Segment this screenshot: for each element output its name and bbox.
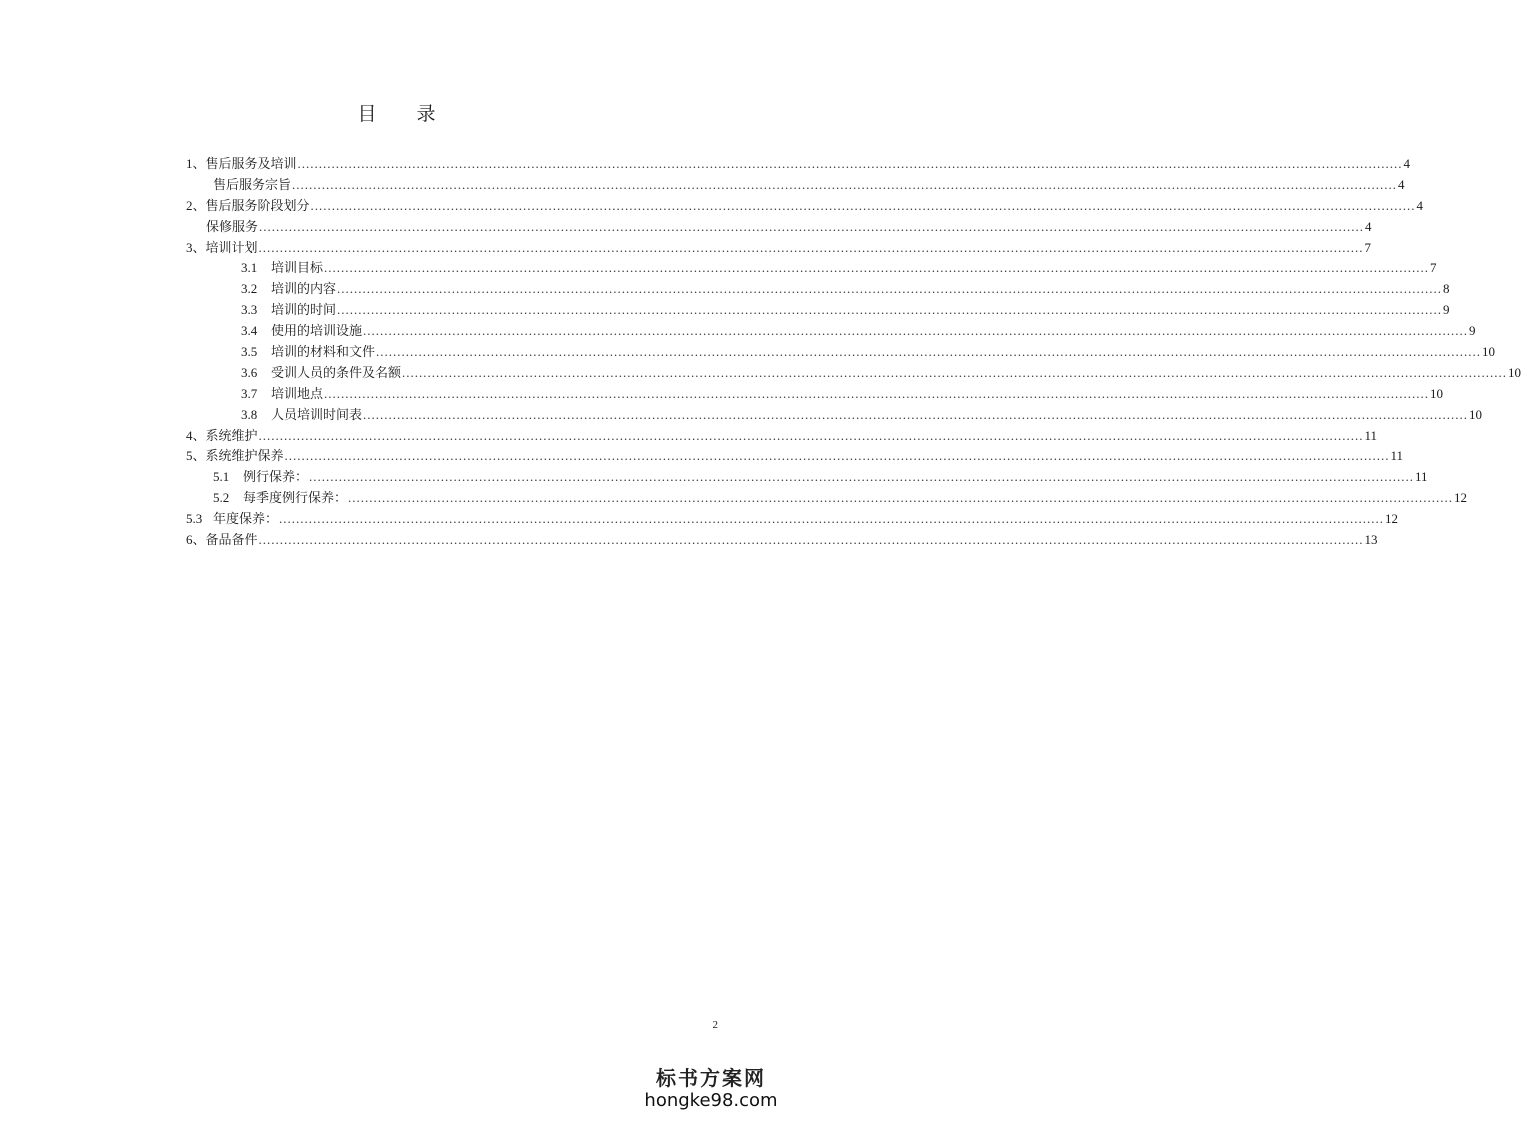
toc-dot-leader: ....................................................................................................................................................................................................................................................................	[309, 469, 1415, 485]
toc-dot-leader: ....................................................................................................................................................................................................................................................................	[259, 218, 1365, 234]
toc-entry[interactable]	[186, 175, 1405, 196]
toc-entry-page: 11	[1415, 469, 1428, 485]
toc-entry-number: 5.1	[213, 469, 230, 485]
toc-entry-page: 4	[1403, 156, 1411, 171]
toc-dot-leader: ....................................................................................................................................................................................................................................................................	[324, 260, 1430, 276]
toc-entry-label	[186, 509, 278, 530]
toc-entry-number: 5.3	[186, 511, 203, 527]
toc-dot-leader: ....................................................................................................................................................................................................................................................................	[337, 302, 1443, 318]
toc-entry-page: 9	[1469, 323, 1476, 339]
toc-entry-number: 6、	[186, 532, 206, 548]
toc-entry-number: 5.2	[213, 490, 230, 506]
toc-entry-page: 10	[1508, 364, 1521, 380]
toc-entry-number: 3.5	[241, 344, 258, 360]
toc-entry[interactable]	[186, 446, 1404, 467]
toc-entry-page: 4	[1398, 176, 1405, 192]
toc-entry[interactable]	[186, 530, 1378, 551]
toc-dot-leader: ....................................................................................................................................................................................................................................................................	[310, 197, 1416, 213]
toc-entry-label	[241, 300, 336, 321]
toc-entry-label	[213, 488, 347, 509]
toc-entry-label	[241, 321, 362, 342]
toc-entry[interactable]	[186, 509, 1399, 530]
watermark-cn-text: 标书方案网	[656, 1066, 766, 1090]
toc-dot-leader: ....................................................................................................................................................................................................................................................................	[292, 176, 1398, 192]
toc-entry-page: 10	[1430, 385, 1444, 401]
toc-dot-leader: ....................................................................................................................................................................................................................................................................	[348, 490, 1454, 506]
toc-entry-text: 售后服务阶段划分	[205, 197, 310, 213]
toc-entry-label	[186, 426, 258, 447]
toc-entry-number: 3.6	[241, 364, 258, 380]
toc-entry[interactable]	[186, 217, 1372, 238]
toc-entry-label	[241, 384, 323, 405]
toc-entry-page: 11	[1364, 427, 1378, 443]
toc-entry-text: 系统维护	[205, 427, 258, 443]
toc-title: 目录	[357, 104, 476, 125]
toc-entry-number: 3.3	[241, 302, 258, 318]
toc-entry[interactable]	[186, 405, 1483, 426]
toc-entry-page: 7	[1364, 239, 1372, 255]
page-number: 2	[712, 1019, 718, 1031]
toc-entry-text: 培训的时间	[271, 302, 337, 318]
toc-entry-number: 3.4	[241, 323, 258, 339]
toc-entry-label	[241, 279, 336, 300]
toc-entry-label	[186, 196, 310, 217]
toc-entry-page: 13	[1364, 532, 1378, 548]
toc-entry-text: 系统维护保养	[205, 448, 284, 464]
toc-entry-text: 受训人员的条件及名额	[271, 364, 402, 380]
toc-entry[interactable]	[186, 363, 1521, 384]
toc-entry-text: 保修服务	[206, 218, 259, 234]
toc-dot-leader: ....................................................................................................................................................................................................................................................................	[402, 364, 1508, 380]
toc-dot-leader: ....................................................................................................................................................................................................................................................................	[337, 281, 1443, 297]
toc-entry-label	[186, 238, 258, 259]
toc-entry-text: 使用的培训设施	[271, 323, 363, 339]
toc-entry-text: 培训计划	[205, 239, 258, 255]
toc-entry-text: 人员培训时间表	[271, 406, 363, 422]
toc-entry-page: 9	[1443, 302, 1450, 318]
toc-entry-number: 1、	[186, 156, 206, 171]
toc-dot-leader: ....................................................................................................................................................................................................................................................................	[279, 511, 1385, 527]
toc-entry-page: 10	[1482, 344, 1496, 360]
toc-entry[interactable]	[186, 196, 1424, 217]
toc-dot-leader: ....................................................................................................................................................................................................................................................................	[258, 239, 1364, 255]
toc-entry-number: 4、	[186, 427, 206, 443]
toc-entry-number: 3.1	[241, 260, 258, 276]
toc-entry-number: 3.8	[241, 406, 258, 422]
toc-entry-label	[213, 467, 308, 488]
toc-entry-label	[241, 342, 375, 363]
toc-dot-leader: ....................................................................................................................................................................................................................................................................	[284, 448, 1390, 464]
toc-entry-page: 7	[1430, 260, 1437, 276]
toc-entry[interactable]	[186, 426, 1378, 447]
toc-entry-label	[206, 217, 258, 238]
toc-entry[interactable]	[186, 300, 1450, 321]
toc-entry-number: 3、	[186, 239, 206, 255]
toc-entry-text: 年度保养：	[213, 511, 279, 527]
toc-entry-text: 备品备件	[205, 532, 258, 548]
toc-entry-text: 培训的内容	[271, 281, 337, 297]
toc-entry[interactable]	[186, 258, 1437, 279]
toc-entry-text: 例行保养：	[243, 469, 309, 485]
toc-entry-label	[186, 154, 297, 175]
toc-dot-leader: ....................................................................................................................................................................................................................................................................	[258, 427, 1364, 443]
toc-entry-page: 4	[1365, 218, 1372, 234]
toc-entry-number: 2、	[186, 197, 206, 213]
toc-entry[interactable]	[186, 467, 1428, 488]
toc-entry-number: 5、	[186, 448, 206, 464]
toc-entry-page: 12	[1454, 490, 1468, 506]
watermark-url-text: hongke98.com	[644, 1090, 778, 1111]
toc-entry-text: 每季度例行保养：	[243, 490, 348, 506]
toc-dot-leader: ....................................................................................................................................................................................................................................................................	[363, 323, 1469, 339]
toc-dot-leader: ....................................................................................................................................................................................................................................................................	[363, 406, 1469, 422]
toc-entry-text: 售后服务宗旨	[213, 176, 292, 192]
toc-entry[interactable]	[186, 342, 1496, 363]
toc-entry-text: 培训地点	[271, 385, 324, 401]
toc-entry-page: 10	[1469, 406, 1483, 422]
watermark-logo	[641, 1066, 781, 1112]
toc-entry-number: 3.7	[241, 385, 258, 401]
toc-entry[interactable]	[186, 279, 1450, 300]
toc-dot-leader: ....................................................................................................................................................................................................................................................................	[324, 385, 1430, 401]
toc-entry-number: 3.2	[241, 281, 258, 297]
toc-entry-text: 培训目标	[271, 260, 324, 276]
toc-entry[interactable]	[186, 154, 1411, 175]
toc-entry-page: 11	[1390, 448, 1404, 464]
toc-dot-leader: ....................................................................................................................................................................................................................................................................	[376, 344, 1482, 360]
toc-entry-label	[241, 258, 323, 279]
toc-entry-page: 4	[1416, 197, 1424, 213]
toc-entry-page: 12	[1385, 511, 1399, 527]
toc-entry-label	[241, 363, 401, 384]
table-of-contents	[186, 154, 1521, 551]
toc-entry-label	[186, 530, 258, 551]
toc-entry-page: 8	[1443, 281, 1450, 297]
toc-dot-leader: ....................................................................................................................................................................................................................................................................	[297, 156, 1403, 171]
toc-entry-text: 售后服务及培训	[205, 156, 297, 171]
toc-entry[interactable]	[186, 384, 1444, 405]
toc-entry[interactable]	[186, 321, 1476, 342]
toc-entry[interactable]	[186, 488, 1468, 509]
toc-entry-text: 培训的材料和文件	[271, 344, 376, 360]
toc-entry-label	[241, 405, 362, 426]
toc-entry[interactable]	[186, 238, 1372, 259]
toc-dot-leader: ....................................................................................................................................................................................................................................................................	[258, 532, 1364, 548]
toc-entry-label	[186, 446, 284, 467]
toc-entry-label	[213, 175, 291, 196]
